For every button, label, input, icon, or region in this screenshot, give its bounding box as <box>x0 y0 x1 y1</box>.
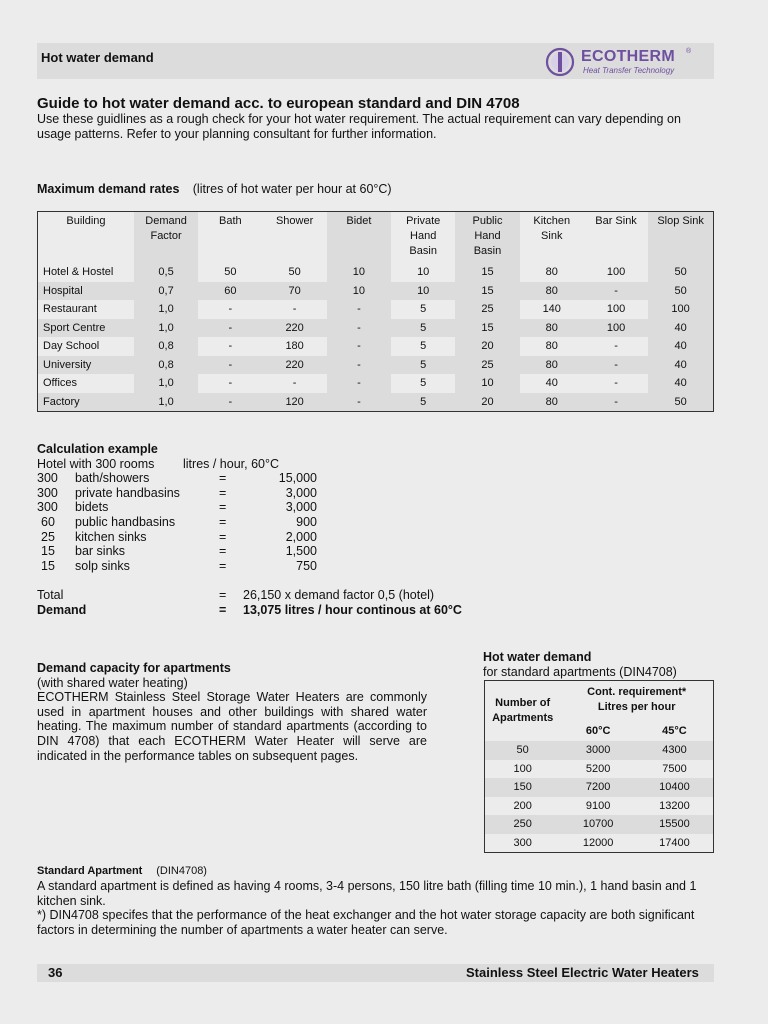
calc-item-row <box>37 515 497 530</box>
apartment-value-cell: 3000 <box>585 744 611 757</box>
demand-value-cell: 80 <box>520 282 584 301</box>
calc-item-row <box>37 471 497 486</box>
demand-value-cell: 10 <box>391 282 455 301</box>
demand-value-cell: - <box>228 377 233 390</box>
apartment-value-cell: 13200 <box>659 799 690 812</box>
header-title: Hot water demand <box>41 50 154 65</box>
page-number: 36 <box>48 965 63 980</box>
calc-demand-label: Demand <box>37 602 87 617</box>
calc-item-label: solp sinks <box>75 558 130 573</box>
demand-building-cell: University <box>38 356 134 375</box>
calc-item-value: 3,000 <box>285 500 317 515</box>
demand-row <box>38 374 714 393</box>
demand-value-cell: - <box>327 337 391 356</box>
demand-col-header-line: Bar Sink <box>595 215 637 227</box>
demand-value-cell: 10 <box>455 374 519 393</box>
demand-row <box>38 282 714 301</box>
demand-value-cell: 40 <box>648 319 713 338</box>
calc-heading: Calculation example <box>37 442 158 456</box>
standard-apartment-section <box>37 863 717 938</box>
calc-qty: 15 <box>41 558 55 573</box>
apartments-heading: Demand capacity for apartments <box>37 661 231 675</box>
demand-value-cell: 5 <box>420 303 427 316</box>
page-title: Guide to hot water demand acc. to european standard and DIN 4708 <box>37 95 520 112</box>
apartment-value-cell: 9100 <box>585 799 611 812</box>
demand-row <box>38 319 714 338</box>
apartment-value-cell: 50 <box>516 744 529 757</box>
demand-value-cell: 220 <box>262 356 326 375</box>
demand-building-cell: Sport Centre <box>38 319 134 338</box>
intro-text: Use these guidlines as a rough check for your hot water requirement. The actual requirement can vary depending on usage patterns. Refer to your planning consultant for further information. <box>37 112 681 141</box>
apartment-value-cell: 15500 <box>659 818 690 831</box>
calc-item-row <box>37 530 497 545</box>
standard-apartment-heading-line <box>37 863 717 879</box>
demand-value-cell: 0,8 <box>134 337 198 356</box>
demand-row <box>38 393 714 412</box>
calc-qty: 60 <box>41 514 55 529</box>
demand-value-cell: 50 <box>648 263 713 282</box>
demand-value-cell: 70 <box>262 282 326 301</box>
demand-row <box>38 300 714 319</box>
demand-value-cell: 50 <box>648 282 713 301</box>
demand-value-cell: 1,0 <box>134 319 198 338</box>
apartments-body: ECOTHERM Stainless Steel Storage Water Heaters are commonly used in apartment houses and other buildings with shared water heating. The maximum number of standard apartments (according to DIN 4708) that each ECOTHERM Water Heater will serve are indicated in the performance tables on subsequent pages. <box>37 690 427 763</box>
demand-col-header <box>455 212 519 264</box>
demand-value-cell: - <box>614 340 618 353</box>
demand-building-cell: Restaurant <box>43 303 97 316</box>
demand-value-cell: 140 <box>542 303 561 316</box>
demand-value-cell: 20 <box>455 337 519 356</box>
calc-item-value: 2,000 <box>285 529 317 544</box>
col-requirement-line2: Litres per hour <box>597 701 676 713</box>
calc-header-row <box>37 457 497 472</box>
calc-item-row <box>37 544 497 559</box>
demand-value-cell: 220 <box>262 319 326 338</box>
demand-value-cell: 50 <box>224 266 237 279</box>
demand-col-header-line: Private <box>406 215 441 227</box>
calc-item-eq: = <box>219 529 227 544</box>
ecotherm-logo-icon <box>545 47 575 77</box>
calc-item-eq: = <box>219 558 227 573</box>
calc-demand-value: 13,075 litres / hour continous at 60°C <box>243 602 462 617</box>
calc-item-label: private handbasins <box>75 485 180 500</box>
demand-value-cell: 100 <box>606 303 626 316</box>
apartment-value-cell: 300 <box>513 836 532 849</box>
demand-value-cell: 50 <box>288 266 301 279</box>
demand-value-cell: 5 <box>420 340 427 353</box>
apartment-value-cell: 200 <box>513 799 532 812</box>
demand-col-header-line: Sink <box>541 230 563 242</box>
demand-value-cell: 80 <box>545 266 558 279</box>
demand-value-cell: 1,0 <box>134 393 198 412</box>
demand-value-cell: 15 <box>455 282 519 301</box>
demand-value-cell: 80 <box>520 319 584 338</box>
apartments-demand-table <box>484 680 714 853</box>
standard-apartment-note: *) DIN4708 specifes that the performance of the heat exchanger and the hot water storage capacity are both significant factors in determining the number of apartments a water heater can serve. <box>37 908 695 938</box>
demand-col-header <box>648 212 713 264</box>
demand-col-header-line: Hand <box>474 230 501 242</box>
calc-item-eq: = <box>219 544 227 559</box>
max-demand-heading-line <box>37 180 392 198</box>
calc-total-row <box>37 588 497 603</box>
demand-value-cell: - <box>198 356 262 375</box>
standard-apartment-definition: A standard apartment is defined as having 4 rooms, 3-4 persons, 150 litre bath (filling time 10 min.), 1 hand basin and 1 kitchen sink. <box>37 878 697 908</box>
demand-value-cell: 20 <box>455 393 519 412</box>
demand-col-header-line: Bath <box>219 215 242 227</box>
calc-item-label: bath/showers <box>75 471 150 486</box>
demand-value-cell: 5 <box>391 393 455 412</box>
calc-item-label: bar sinks <box>75 544 126 559</box>
demand-building-cell: Factory <box>38 393 134 412</box>
demand-value-cell: - <box>327 374 391 393</box>
calc-qty: 300 <box>37 500 58 515</box>
demand-col-header-line: Shower <box>275 215 314 227</box>
apartment-value-cell: 150 <box>513 781 532 794</box>
calc-item-row <box>37 559 497 574</box>
apartment-row <box>485 760 714 779</box>
apartment-value-cell: 4300 <box>662 744 687 757</box>
demand-value-cell: 50 <box>648 393 713 412</box>
calc-qty: 25 <box>41 529 55 544</box>
col-apartments <box>485 681 561 742</box>
demand-col-header <box>38 212 134 264</box>
calc-item-value: 900 <box>296 514 317 529</box>
apartments-section <box>37 661 427 763</box>
demand-value-cell: 100 <box>584 319 648 338</box>
col-apartments-line1: Number of <box>495 697 551 709</box>
col-requirement <box>560 681 713 722</box>
apartment-row <box>485 778 714 797</box>
demand-building-cell: Offices <box>43 377 78 390</box>
apartment-row <box>485 815 714 834</box>
demand-value-cell: 40 <box>545 377 558 390</box>
apartment-value-cell: 7500 <box>662 762 687 775</box>
demand-value-cell: - <box>292 377 297 390</box>
col-45c: 45°C <box>662 724 687 737</box>
calc-item-eq: = <box>219 485 227 500</box>
demand-value-cell: - <box>584 356 648 375</box>
demand-row <box>38 356 714 375</box>
demand-value-cell: 10 <box>327 263 391 282</box>
demand-value-cell: 1,0 <box>134 374 198 393</box>
calc-item-label: public handbasins <box>75 514 176 529</box>
demand-value-cell: 100 <box>606 266 626 279</box>
calc-total-eq: = <box>219 587 227 602</box>
demand-value-cell: - <box>327 356 391 375</box>
demand-col-header-line: Bidet <box>346 215 372 227</box>
standard-apartment-heading: Standard Apartment <box>37 865 143 877</box>
demand-value-cell: 15 <box>455 319 519 338</box>
calc-qty: 300 <box>37 485 58 500</box>
calc-units-label: litres / hour, 60°C <box>183 456 280 471</box>
demand-col-header <box>520 212 584 264</box>
col-requirement-line1: Cont. requirement* <box>587 686 687 698</box>
calc-total-label: Total <box>37 587 64 602</box>
demand-row <box>38 263 714 282</box>
demand-value-cell: 80 <box>520 356 584 375</box>
demand-value-cell: 5 <box>391 356 455 375</box>
demand-value-cell: 80 <box>545 340 558 353</box>
demand-value-cell: - <box>228 340 233 353</box>
demand-value-cell: 15 <box>455 263 519 282</box>
apartment-row <box>485 741 714 760</box>
demand-building-cell: Hotel & Hostel <box>43 266 114 279</box>
demand-value-cell: 5 <box>391 319 455 338</box>
logo-registered-mark: ® <box>686 48 692 55</box>
demand-value-cell: 0,5 <box>134 263 198 282</box>
demand-value-cell: 80 <box>520 393 584 412</box>
standard-apartment-subheading: (DIN4708) <box>156 865 207 877</box>
apartments-subheading: (with shared water heating) <box>37 675 188 690</box>
demand-row <box>38 337 714 356</box>
hw-table-subheading: for standard apartments (DIN4708) <box>483 664 677 679</box>
hw-table-heading-block <box>483 650 677 679</box>
demand-value-cell: - <box>198 393 262 412</box>
demand-building-cell: Day School <box>43 340 100 353</box>
demand-building-cell: Hospital <box>38 282 134 301</box>
demand-value-cell: 10 <box>327 282 391 301</box>
hw-table-heading: Hot water demand <box>483 650 592 664</box>
demand-value-cell: 25 <box>455 356 519 375</box>
demand-col-header-line: Demand <box>145 215 187 227</box>
footer-title: Stainless Steel Electric Water Heaters <box>466 965 699 980</box>
col-apartments-line2: Apartments <box>492 712 554 724</box>
apartment-value-cell: 12000 <box>582 836 614 849</box>
max-demand-subheading: (litres of hot water per hour at 60°C) <box>192 182 392 196</box>
demand-value-cell: - <box>584 393 648 412</box>
demand-value-cell: 5 <box>420 377 427 390</box>
demand-col-header-line: Public <box>472 215 503 227</box>
apartment-value-cell: 100 <box>513 762 532 775</box>
demand-value-cell: - <box>327 393 391 412</box>
apartment-value-cell: 17400 <box>659 836 690 849</box>
demand-col-header <box>262 212 326 264</box>
calc-demand-row <box>37 603 497 618</box>
calc-item-value: 1,500 <box>285 544 317 559</box>
calc-qty: 15 <box>41 544 55 559</box>
demand-col-header <box>391 212 455 264</box>
demand-col-header-line: Slop Sink <box>657 215 704 227</box>
calc-total-value: 26,150 x demand factor 0,5 (hotel) <box>243 587 435 602</box>
demand-col-header <box>134 212 198 264</box>
logo-tagline: Heat Transfer Technology <box>583 66 675 75</box>
calc-item-label: bidets <box>75 500 109 515</box>
demand-value-cell: - <box>614 377 618 390</box>
demand-col-header-line: Hand <box>410 230 437 242</box>
demand-value-cell: 10 <box>417 266 430 279</box>
demand-value-cell: 40 <box>648 356 713 375</box>
col-60c: 60°C <box>585 724 611 737</box>
apartment-value-cell: 10400 <box>659 781 690 794</box>
demand-value-cell: - <box>327 300 391 319</box>
max-demand-heading: Maximum demand rates <box>37 182 180 196</box>
demand-value-cell: 180 <box>285 340 304 353</box>
apartment-value-cell: 250 <box>513 818 532 831</box>
demand-col-header <box>198 212 262 264</box>
demand-value-cell: 60 <box>198 282 262 301</box>
calc-item-label: kitchen sinks <box>75 529 147 544</box>
demand-value-cell: 0,7 <box>134 282 198 301</box>
demand-value-cell: - <box>584 282 648 301</box>
demand-value-cell: 120 <box>262 393 326 412</box>
demand-col-header-line: Building <box>66 215 106 227</box>
max-demand-table <box>37 211 714 412</box>
calculation-example <box>37 442 497 617</box>
calc-item-value: 15,000 <box>278 471 317 486</box>
demand-value-cell: 0,8 <box>134 356 198 375</box>
demand-col-header-line: Basin <box>473 245 502 257</box>
calc-spacer <box>37 573 497 588</box>
calc-item-row <box>37 500 497 515</box>
calc-demand-eq: = <box>219 602 227 617</box>
demand-value-cell: 40 <box>648 337 713 356</box>
demand-value-cell: - <box>228 303 233 316</box>
apartment-value-cell: 5200 <box>585 762 611 775</box>
calc-item-eq: = <box>219 500 227 515</box>
demand-value-cell: - <box>327 319 391 338</box>
calc-item-eq: = <box>219 514 227 529</box>
calc-item-value: 750 <box>296 558 317 573</box>
apartment-row <box>485 834 714 853</box>
demand-col-header <box>327 212 391 264</box>
demand-col-header-line: Basin <box>409 245 437 257</box>
calc-item-row <box>37 486 497 501</box>
calc-qty: 300 <box>37 471 58 486</box>
demand-value-cell: 25 <box>455 300 519 319</box>
demand-value-cell: 40 <box>648 374 713 393</box>
demand-col-header-line: Factor <box>150 230 182 242</box>
demand-value-cell: - <box>198 319 262 338</box>
apartment-value-cell: 10700 <box>582 818 614 831</box>
calc-item-eq: = <box>219 471 227 486</box>
demand-value-cell: 100 <box>648 300 713 319</box>
calc-hotel-label: Hotel with 300 rooms <box>37 456 155 471</box>
apartment-row <box>485 797 714 816</box>
demand-col-header <box>584 212 648 264</box>
demand-value-cell: - <box>292 303 297 316</box>
logo-name: ECOTHERM <box>581 48 675 65</box>
demand-col-header-line: Kitchen <box>533 215 571 227</box>
apartment-value-cell: 7200 <box>585 781 611 794</box>
demand-value-cell: 1,0 <box>134 300 198 319</box>
calc-item-value: 3,000 <box>285 485 317 500</box>
